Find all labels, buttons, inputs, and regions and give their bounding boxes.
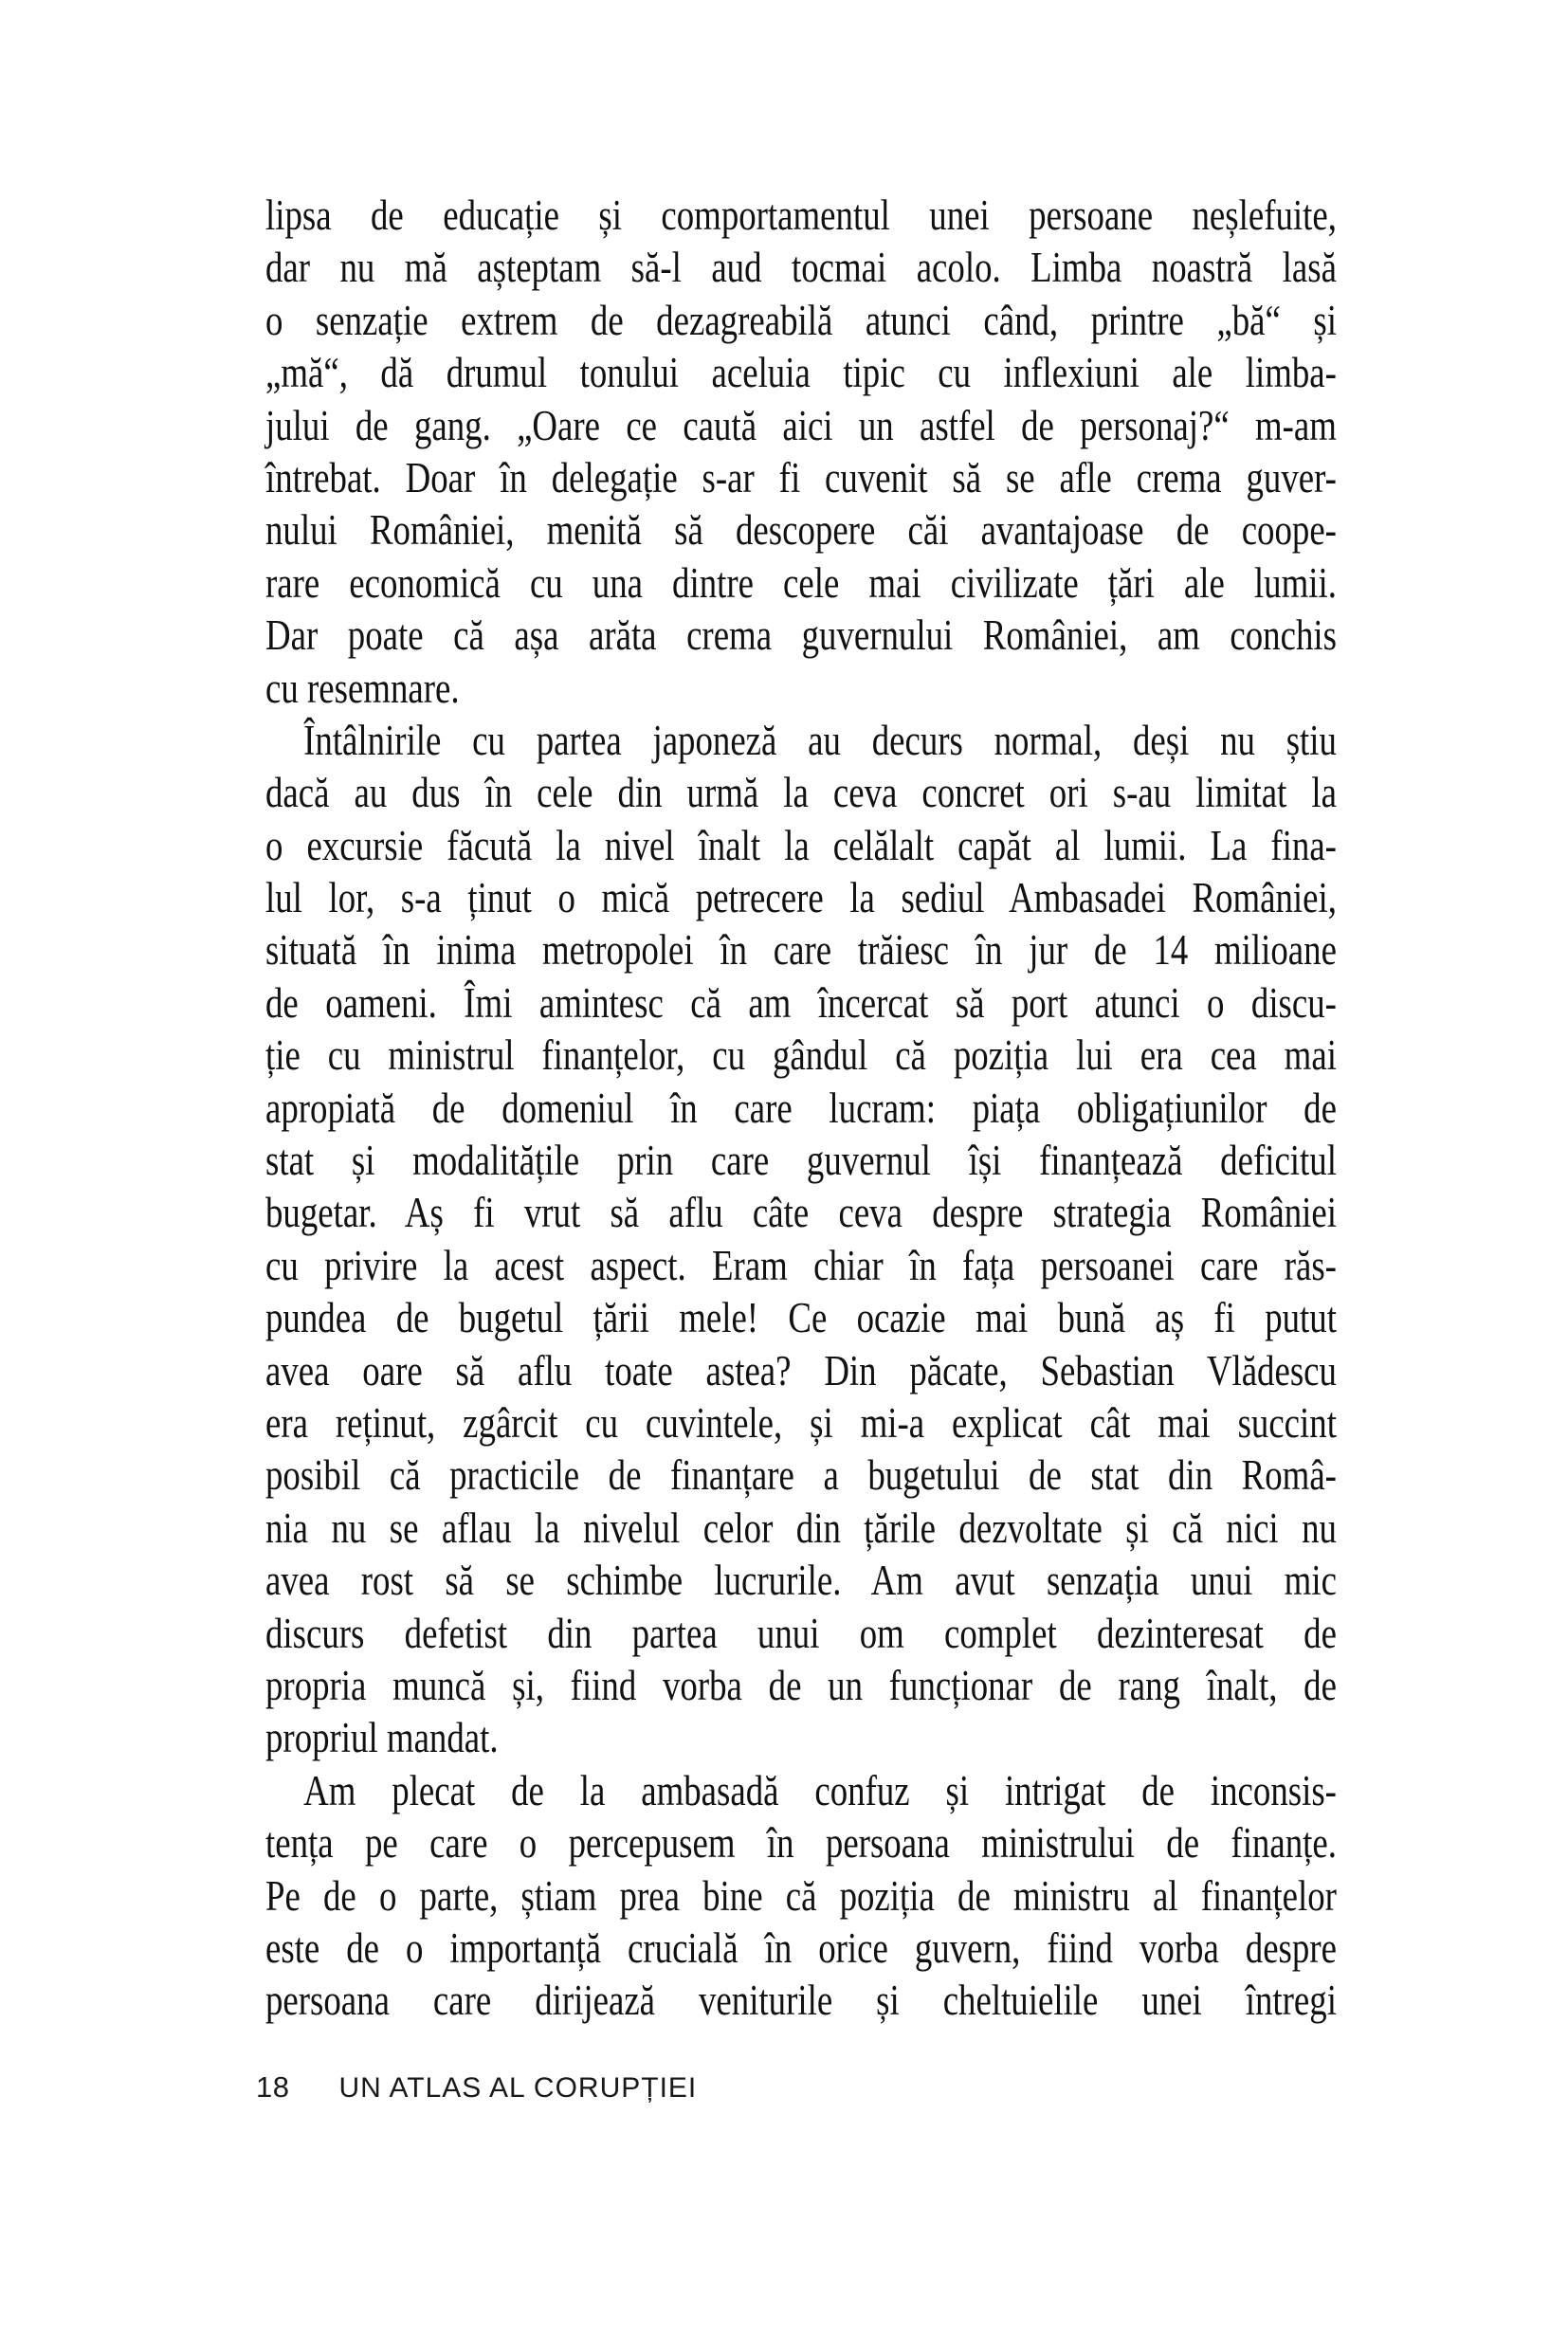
page-footer — [256, 2070, 1337, 2105]
text-line: posibil că practicile de finanțare a bugetului de stat din Româ- — [265, 1451, 1337, 1500]
text-line: discurs defetist din partea unui om complet dezinteresat de — [265, 1609, 1337, 1657]
text-line: Am plecat de la ambasadă confuz și intrigat de inconsis- — [303, 1766, 1337, 1814]
text-line: Pe de o parte, știam prea bine că poziția de ministru al finanțelor — [265, 1871, 1337, 1920]
text-line: Dar poate că așa arăta crema guvernului României, am conchis — [265, 611, 1337, 660]
text-line: stat și modalitățile prin care guvernul își finanțează deficitul — [265, 1137, 1337, 1185]
text-line: nia nu se aflau la nivelul celor din țările dezvoltate și că nici nu — [265, 1504, 1337, 1552]
text-line: o excursie făcută la nivel înalt la celălalt capăt al lumii. La fina- — [265, 821, 1337, 869]
text-block — [265, 190, 1337, 2028]
text-line: era reținut, zgârcit cu cuvintele, și mi-a explicat cât mai succint — [265, 1398, 1337, 1447]
text-line: întrebat. Doar în delegație s-ar fi cuvenit să se afle crema guver- — [265, 453, 1337, 501]
text-line: de oameni. Îmi amintesc că am încercat să port atunci o discu- — [265, 978, 1337, 1027]
text-line: lipsa de educație și comportamentul unei persoane neșlefuite, — [265, 191, 1337, 239]
text-line: ție cu ministrul finanțelor, cu gândul că poziția lui era cea mai — [265, 1031, 1337, 1080]
text-line: Întâlnirile cu partea japoneză au decurs normal, deși nu știu — [303, 716, 1337, 764]
text-line: situată în inima metropolei în care trăiesc în jur de 14 milioane — [265, 926, 1337, 975]
text-line: lul lor, s-a ținut o mică petrecere la sediul Ambasadei României, — [265, 874, 1337, 922]
text-line: bugetar. Aș fi vrut să aflu câte ceva despre strategia României — [265, 1189, 1337, 1237]
text-line: este de o importanță crucială în orice guvern, fiind vorba despre — [265, 1923, 1337, 1972]
text-line: cu resemnare. — [265, 664, 460, 712]
text-line: tența pe care o percepusem în persoana ministrului de finanțe. — [265, 1819, 1337, 1868]
text-line: avea oare să aflu toate astea? Din păcate, Sebastian Vlădescu — [265, 1346, 1337, 1394]
text-line: avea rost să se schimbe lucrurile. Am avut senzația unui mic — [265, 1557, 1337, 1605]
running-title: UN ATLAS AL CORUPȚIEI — [338, 2072, 698, 2104]
text-line: dar nu mă așteptam să-l aud tocmai acolo. Limba noastră lasă — [265, 244, 1337, 292]
text-line: persoana care dirijează veniturile și cheltuielile unei întregi — [265, 1977, 1337, 2025]
text-line: jului de gang. „Oare ce caută aici un astfel de personaj?“ m-am — [265, 401, 1337, 449]
text-line: pundea de bugetul țării mele! Ce ocazie mai bună aș fi putut — [265, 1294, 1337, 1342]
text-line: nului României, menită să descopere căi avantajoase de coope- — [265, 506, 1337, 555]
page-number: 18 — [256, 2070, 290, 2104]
text-line: „mă“, dă drumul tonului aceluia tipic cu inflexiuni ale limba- — [265, 349, 1337, 397]
text-line: propria muncă și, fiind vorba de un funcționar de rang înalt, de — [265, 1661, 1337, 1709]
text-line: apropiată de domeniul în care lucram: piața obligațiunilor de — [265, 1084, 1337, 1132]
text-line: rare economică cu una dintre cele mai civilizate țări ale lumii. — [265, 558, 1337, 607]
text-line: propriul mandat. — [265, 1714, 499, 1762]
text-line: o senzație extrem de dezagreabilă atunci când, printre „bă“ și — [265, 296, 1337, 344]
text-line: cu privire la acest aspect. Eram chiar în fața persoanei care răs- — [265, 1241, 1337, 1289]
text-line: dacă au dus în cele din urmă la ceva concret ori s-au limitat la — [265, 769, 1337, 817]
